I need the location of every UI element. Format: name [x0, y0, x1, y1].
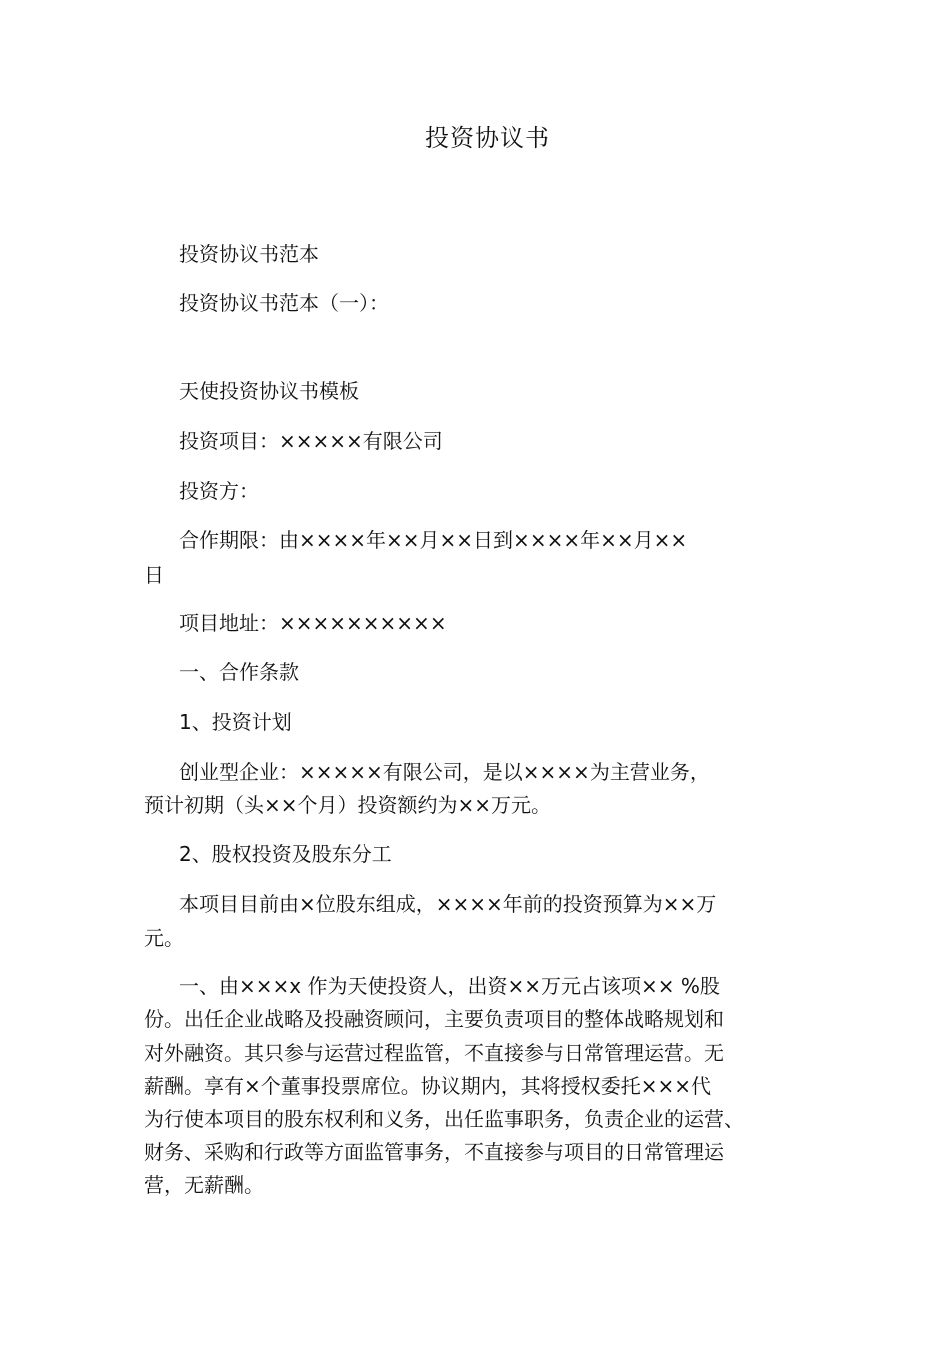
text-line: 天使投资协议书模板 — [179, 379, 359, 403]
text-line: 对外融资。其只参与运营过程监管，不直接参与日常管理运营。无 — [144, 1041, 724, 1065]
text-line: 创业型企业：×××××有限公司，是以××××为主营业务， — [179, 760, 710, 784]
text-line: 元。 — [144, 926, 184, 950]
text-line: 一、合作条款 — [179, 660, 299, 684]
text-line: 份。出任企业战略及投融资顾问，主要负责项目的整体战略规划和 — [144, 1007, 724, 1031]
text-line: 薪酬。享有×个董事投票席位。协议期内，其将授权委托×××代 — [144, 1074, 712, 1098]
document-title: 投资协议书 — [425, 124, 550, 152]
text-line: 2、股权投资及股东分工 — [179, 842, 392, 866]
text-line: 预计初期（头××个月）投资额约为××万元。 — [144, 793, 552, 817]
text-line: 一、由×××x 作为天使投资人，出资××万元占该项×× %股 — [179, 974, 720, 998]
text-line: 投资方： — [179, 479, 259, 503]
text-line: 项目地址：×××××××××× — [179, 611, 447, 635]
text-line: 日 — [144, 563, 164, 587]
text-line: 财务、采购和行政等方面监管事务，不直接参与项目的日常管理运 — [144, 1140, 724, 1164]
text-line: 合作期限：由××××年××月××日到××××年××月×× — [179, 528, 688, 552]
text-line: 投资协议书范本（一）： — [179, 291, 389, 315]
text-line: 本项目目前由×位股东组成，××××年前的投资预算为××万 — [179, 892, 717, 916]
text-line: 营，无薪酬。 — [144, 1173, 264, 1197]
text-line: 1、投资计划 — [179, 710, 292, 734]
text-line: 为行使本项目的股东权利和义务，出任监事职务，负责企业的运营、 — [144, 1107, 744, 1131]
text-line: 投资项目：×××××有限公司 — [179, 429, 443, 453]
text-line: 投资协议书范本 — [179, 242, 319, 266]
